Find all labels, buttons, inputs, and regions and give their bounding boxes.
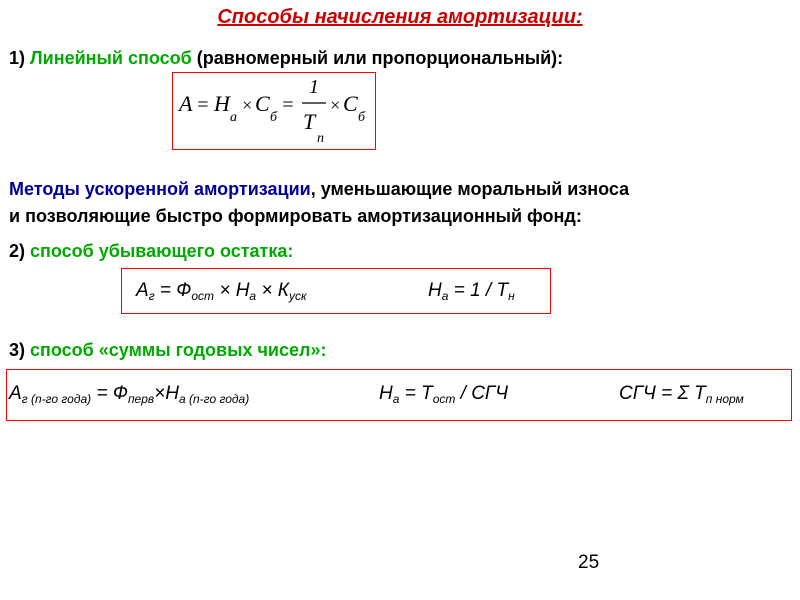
accelerated-methods-text — [9, 176, 629, 230]
heading-number: 2) — [9, 241, 31, 261]
formula-one: 1 — [309, 76, 319, 98]
linear-method-name: Линейный способ — [30, 48, 192, 68]
formula-H: Н — [214, 91, 230, 116]
formula-sub-a: а — [230, 110, 237, 125]
linear-formula — [177, 73, 373, 149]
declining-formula-2: $Н_а = 1 / Т_н$ — [428, 280, 515, 303]
accelerated-methods-term: Методы ускоренной амортизации — [9, 179, 311, 199]
slide-title: Способы начисления амортизации: — [217, 6, 583, 28]
formula-sub-b2: б — [358, 110, 366, 125]
sum-years-formula-2: $Н_а = Т_{ост}$ / СГЧ — [379, 383, 509, 406]
formula-T: Т — [303, 109, 316, 134]
formula-sub-n: п — [317, 131, 324, 146]
accelerated-line-1: Методы ускоренной амортизации, уменьшающие моральный износа — [9, 179, 630, 199]
sum-years-method-name: способ «суммы годовых чисел»: — [30, 340, 327, 360]
formula-eq1: = — [196, 94, 210, 116]
linear-formula-box — [172, 72, 376, 150]
declining-method-name: способ убывающего остатка: — [30, 241, 294, 261]
formula-A: А — [179, 91, 193, 116]
sum-years-method-heading — [9, 340, 326, 361]
linear-method-desc: (равномерный или пропорциональный): — [191, 48, 564, 68]
sum-years-formula-3: СГЧ = Σ $Т_{п норм}$ — [619, 383, 744, 406]
formula-C1: С — [255, 91, 270, 116]
formula-C2: С — [343, 91, 358, 116]
linear-method-heading — [9, 48, 563, 69]
page-number: 25 — [578, 552, 600, 573]
formula-eq2: = — [281, 94, 295, 116]
sum-years-formula-1: $А_г$ $_{(n-го года)} = Ф_{перв}\times Н_а$ $_{(n-го года)}$ — [9, 383, 250, 406]
formula-times1: × — [241, 95, 254, 115]
declining-method-heading — [9, 241, 293, 262]
heading-number: 1) — [9, 48, 31, 68]
accelerated-line-2: и позволяющие быстро формировать амортизационный фонд: — [9, 206, 582, 226]
sum-years-formula-box — [6, 369, 792, 421]
formula-sub-b1: б — [270, 110, 278, 125]
heading-number: 3) — [9, 340, 31, 360]
declining-formula-box — [121, 268, 551, 314]
formula-times2: × — [329, 95, 342, 115]
declining-formula-1: $А_г = Ф_{ост} \times Н_а \times К_{уск}$ — [136, 280, 307, 303]
